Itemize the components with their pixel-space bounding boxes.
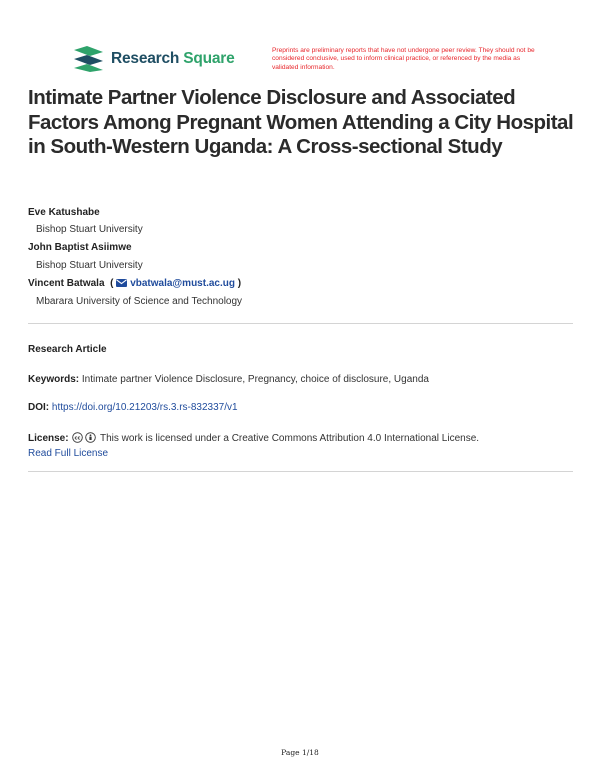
license-label: License: [28,433,69,444]
author-affiliation: Bishop Stuart University [36,260,143,271]
divider [28,471,573,472]
keywords-value: Intimate partner Violence Disclosure, Pregnancy, choice of disclosure, Uganda [81,374,429,385]
keywords-line [28,374,429,385]
svg-text:cc: cc [74,435,81,442]
license-text: This work is licensed under a Creative Commons Attribution 4.0 International License. [99,433,480,444]
logo-word-research: Research [111,50,180,67]
author-email-link[interactable]: vbatwala@must.ac.ug [130,278,235,289]
license-line [28,432,479,444]
doi-label: DOI: [28,402,50,413]
article-type: Research Article [28,344,107,355]
author-email-group: ( vbatwala@must.ac.ug ) [107,278,242,289]
article-title: Intimate Partner Violence Disclosure and Associated Factors Among Pregnant Women Attending a City Hospital in South-Western Uganda: A Cross-sectional Study [28,86,574,158]
doi-line [28,402,238,413]
corresponding-author [28,278,241,289]
research-square-logo-icon [74,46,104,72]
divider [28,323,573,324]
creative-commons-icon [72,432,83,443]
keywords-label: Keywords: [28,374,80,385]
research-square-logo[interactable] [74,46,235,72]
logo-word-square: Square [183,50,235,67]
logo-wordmark [111,50,235,68]
author-affiliation: Bishop Stuart University [36,224,143,235]
envelope-icon [116,279,127,287]
page-number: Page 1/18 [281,748,319,757]
author-name: Vincent Batwala [28,278,105,289]
author-name: Eve Katushabe [28,207,100,218]
attribution-icon [85,432,96,443]
preprint-notice: Preprints are preliminary reports that have not undergone peer review. They should not be considered conclusive, used to inform clinical practice, or referenced by the media as validated information. [272,47,535,71]
author-name: John Baptist Asiimwe [28,242,132,253]
doi-link[interactable]: https://doi.org/10.21203/rs.3.rs-832337/v1 [51,402,238,413]
author-affiliation: Mbarara University of Science and Technology [36,296,243,307]
read-full-license-link[interactable]: Read Full License [28,448,109,459]
